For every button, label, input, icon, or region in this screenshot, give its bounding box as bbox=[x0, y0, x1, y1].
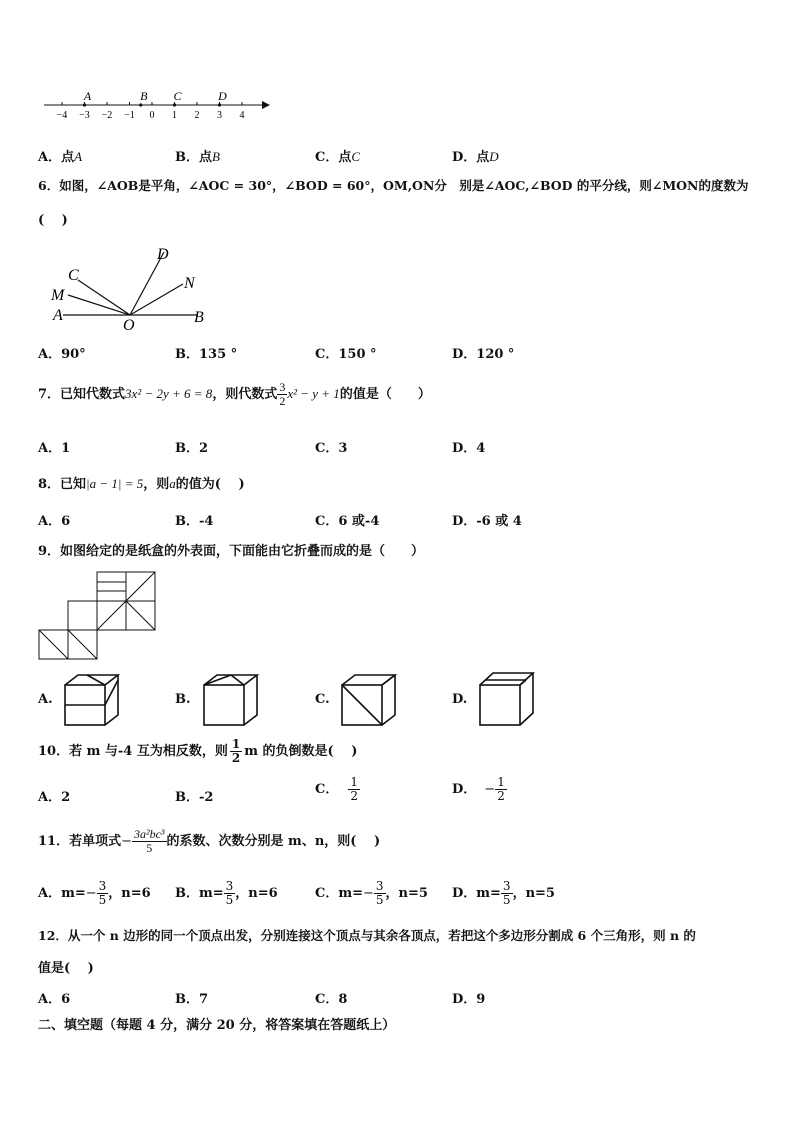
tick-label: −3 bbox=[79, 110, 90, 121]
q11-option-b[interactable]: B．m= $\frac{3}{5}$ ，n=6 bbox=[175, 879, 278, 907]
q6-option-d[interactable]: D．120 ° bbox=[452, 347, 515, 362]
tick-label: −4 bbox=[56, 110, 68, 121]
section-heading: 二、填空题（每题 4 分，满分 20 分，将答案填在答题纸上） bbox=[38, 1018, 396, 1033]
tick-label: 1 bbox=[172, 110, 177, 121]
tick-label: 4 bbox=[239, 110, 245, 121]
q5-option-b[interactable]: B．点B bbox=[175, 149, 220, 165]
label-c: C bbox=[68, 267, 79, 284]
label-o: O bbox=[123, 317, 135, 332]
number-line-arrow bbox=[262, 101, 270, 109]
tick-label: 3 bbox=[217, 110, 222, 121]
q10-option-a[interactable]: A．2 bbox=[38, 790, 71, 805]
point-a bbox=[83, 103, 86, 106]
number-line-figure bbox=[40, 88, 280, 122]
q10-option-b[interactable]: B．-2 bbox=[175, 790, 214, 805]
q9-stem: 9．如图给定的是纸盒的外表面，下面能由它折叠而成的是（ ） bbox=[38, 544, 425, 559]
q6-stem: 6．如图，∠AOB是平角，∠AOC = 30°，∠BOD = 60°，OM,ON分 别是∠AOC,∠BOD 的平分线，则∠MON的度数为 bbox=[38, 178, 749, 193]
q7-option-d[interactable]: D．4 bbox=[452, 441, 486, 456]
q9-option-d-label[interactable]: D. bbox=[452, 692, 468, 707]
point-label-d: D bbox=[218, 89, 227, 103]
point-b bbox=[139, 103, 142, 106]
q12-stem-line2: 值是( ) bbox=[38, 961, 94, 976]
q6-angle-figure bbox=[48, 240, 218, 332]
q8-stem: 8．已知|a − 1| = 5，则a的值为( ) bbox=[38, 476, 245, 492]
tick-label: −2 bbox=[101, 110, 113, 121]
tick-label: 2 bbox=[194, 110, 200, 121]
q8-option-c[interactable]: C．6 或-4 bbox=[315, 514, 380, 529]
cube-option-d-icon[interactable] bbox=[477, 670, 541, 728]
cube-option-a-icon[interactable] bbox=[62, 672, 126, 728]
q12-option-c[interactable]: C．8 bbox=[315, 992, 348, 1007]
q10-option-c[interactable]: C． $\frac{1}{2}$ bbox=[315, 775, 358, 803]
q11-option-a[interactable]: A．m=− $\frac{3}{5}$ ，n=6 bbox=[38, 879, 151, 907]
q9-option-b-label[interactable]: B. bbox=[175, 692, 191, 707]
q5-option-c[interactable]: C．点C bbox=[315, 149, 361, 165]
q9-net-figure bbox=[36, 568, 162, 664]
label-b: B bbox=[194, 309, 204, 326]
q9-option-c-label[interactable]: C. bbox=[315, 692, 330, 707]
point-c bbox=[173, 103, 176, 106]
q6-option-a[interactable]: A．90° bbox=[38, 347, 86, 362]
label-d: D bbox=[157, 246, 169, 263]
label-m: M bbox=[51, 287, 65, 304]
q8-option-b[interactable]: B．-4 bbox=[175, 514, 214, 529]
point-label-b: B bbox=[140, 89, 148, 103]
q12-option-a[interactable]: A．6 bbox=[38, 992, 71, 1007]
q7-stem: 7．已知代数式3x² − 2y + 6 = 8，则代数式 $\frac{3}{2}$ x² − y + 1的值是（ ） bbox=[38, 380, 431, 408]
q6-paren: ( ) bbox=[38, 213, 68, 228]
q12-option-d[interactable]: D．9 bbox=[452, 992, 486, 1007]
q9-option-a-label[interactable]: A. bbox=[38, 692, 53, 707]
point-d bbox=[218, 103, 221, 106]
q12-option-b[interactable]: B．7 bbox=[175, 992, 209, 1007]
cube-option-b-icon[interactable] bbox=[201, 672, 265, 728]
q6-option-b[interactable]: B．135 ° bbox=[175, 347, 238, 362]
q8-option-a[interactable]: A．6 bbox=[38, 514, 71, 529]
cube-option-c-icon[interactable] bbox=[339, 672, 403, 728]
q5-option-a[interactable]: A．点A bbox=[38, 149, 83, 165]
q12-stem-line1: 12．从一个 n 边形的同一个顶点出发，分别连接这个顶点与其余各顶点，若把这个多边形分割成 6 个三角形，则 n 的 bbox=[38, 928, 696, 943]
q6-option-c[interactable]: C．150 ° bbox=[315, 347, 377, 362]
label-a: A bbox=[53, 307, 63, 324]
q10-stem: 10．若 m 与-4 互为相反数，则 $\frac{1}{2}$ m 的负倒数是( ) bbox=[38, 737, 358, 765]
q8-option-d[interactable]: D．-6 或 4 bbox=[452, 514, 522, 529]
q5-option-d[interactable]: D．点D bbox=[452, 149, 499, 165]
q10-option-d[interactable]: D． − $\frac{1}{2}$ bbox=[452, 775, 505, 803]
q7-option-b[interactable]: B．2 bbox=[175, 441, 209, 456]
q11-option-d[interactable]: D．m= $\frac{3}{5}$ ，n=5 bbox=[452, 879, 555, 907]
point-label-c: C bbox=[173, 89, 182, 103]
q7-option-a[interactable]: A．1 bbox=[38, 441, 71, 456]
point-label-a: A bbox=[83, 89, 92, 103]
q11-option-c[interactable]: C．m=− $\frac{3}{5}$ ，n=5 bbox=[315, 879, 428, 907]
tick-label: 0 bbox=[149, 110, 155, 121]
label-n: N bbox=[184, 275, 195, 292]
q11-stem: 11．若单项式− $\frac{\text{3a²bc³}}{5}$ 的系数、次数分别是 m、n，则( ) bbox=[38, 827, 381, 855]
q7-option-c[interactable]: C．3 bbox=[315, 441, 348, 456]
tick-label: −1 bbox=[124, 110, 135, 121]
